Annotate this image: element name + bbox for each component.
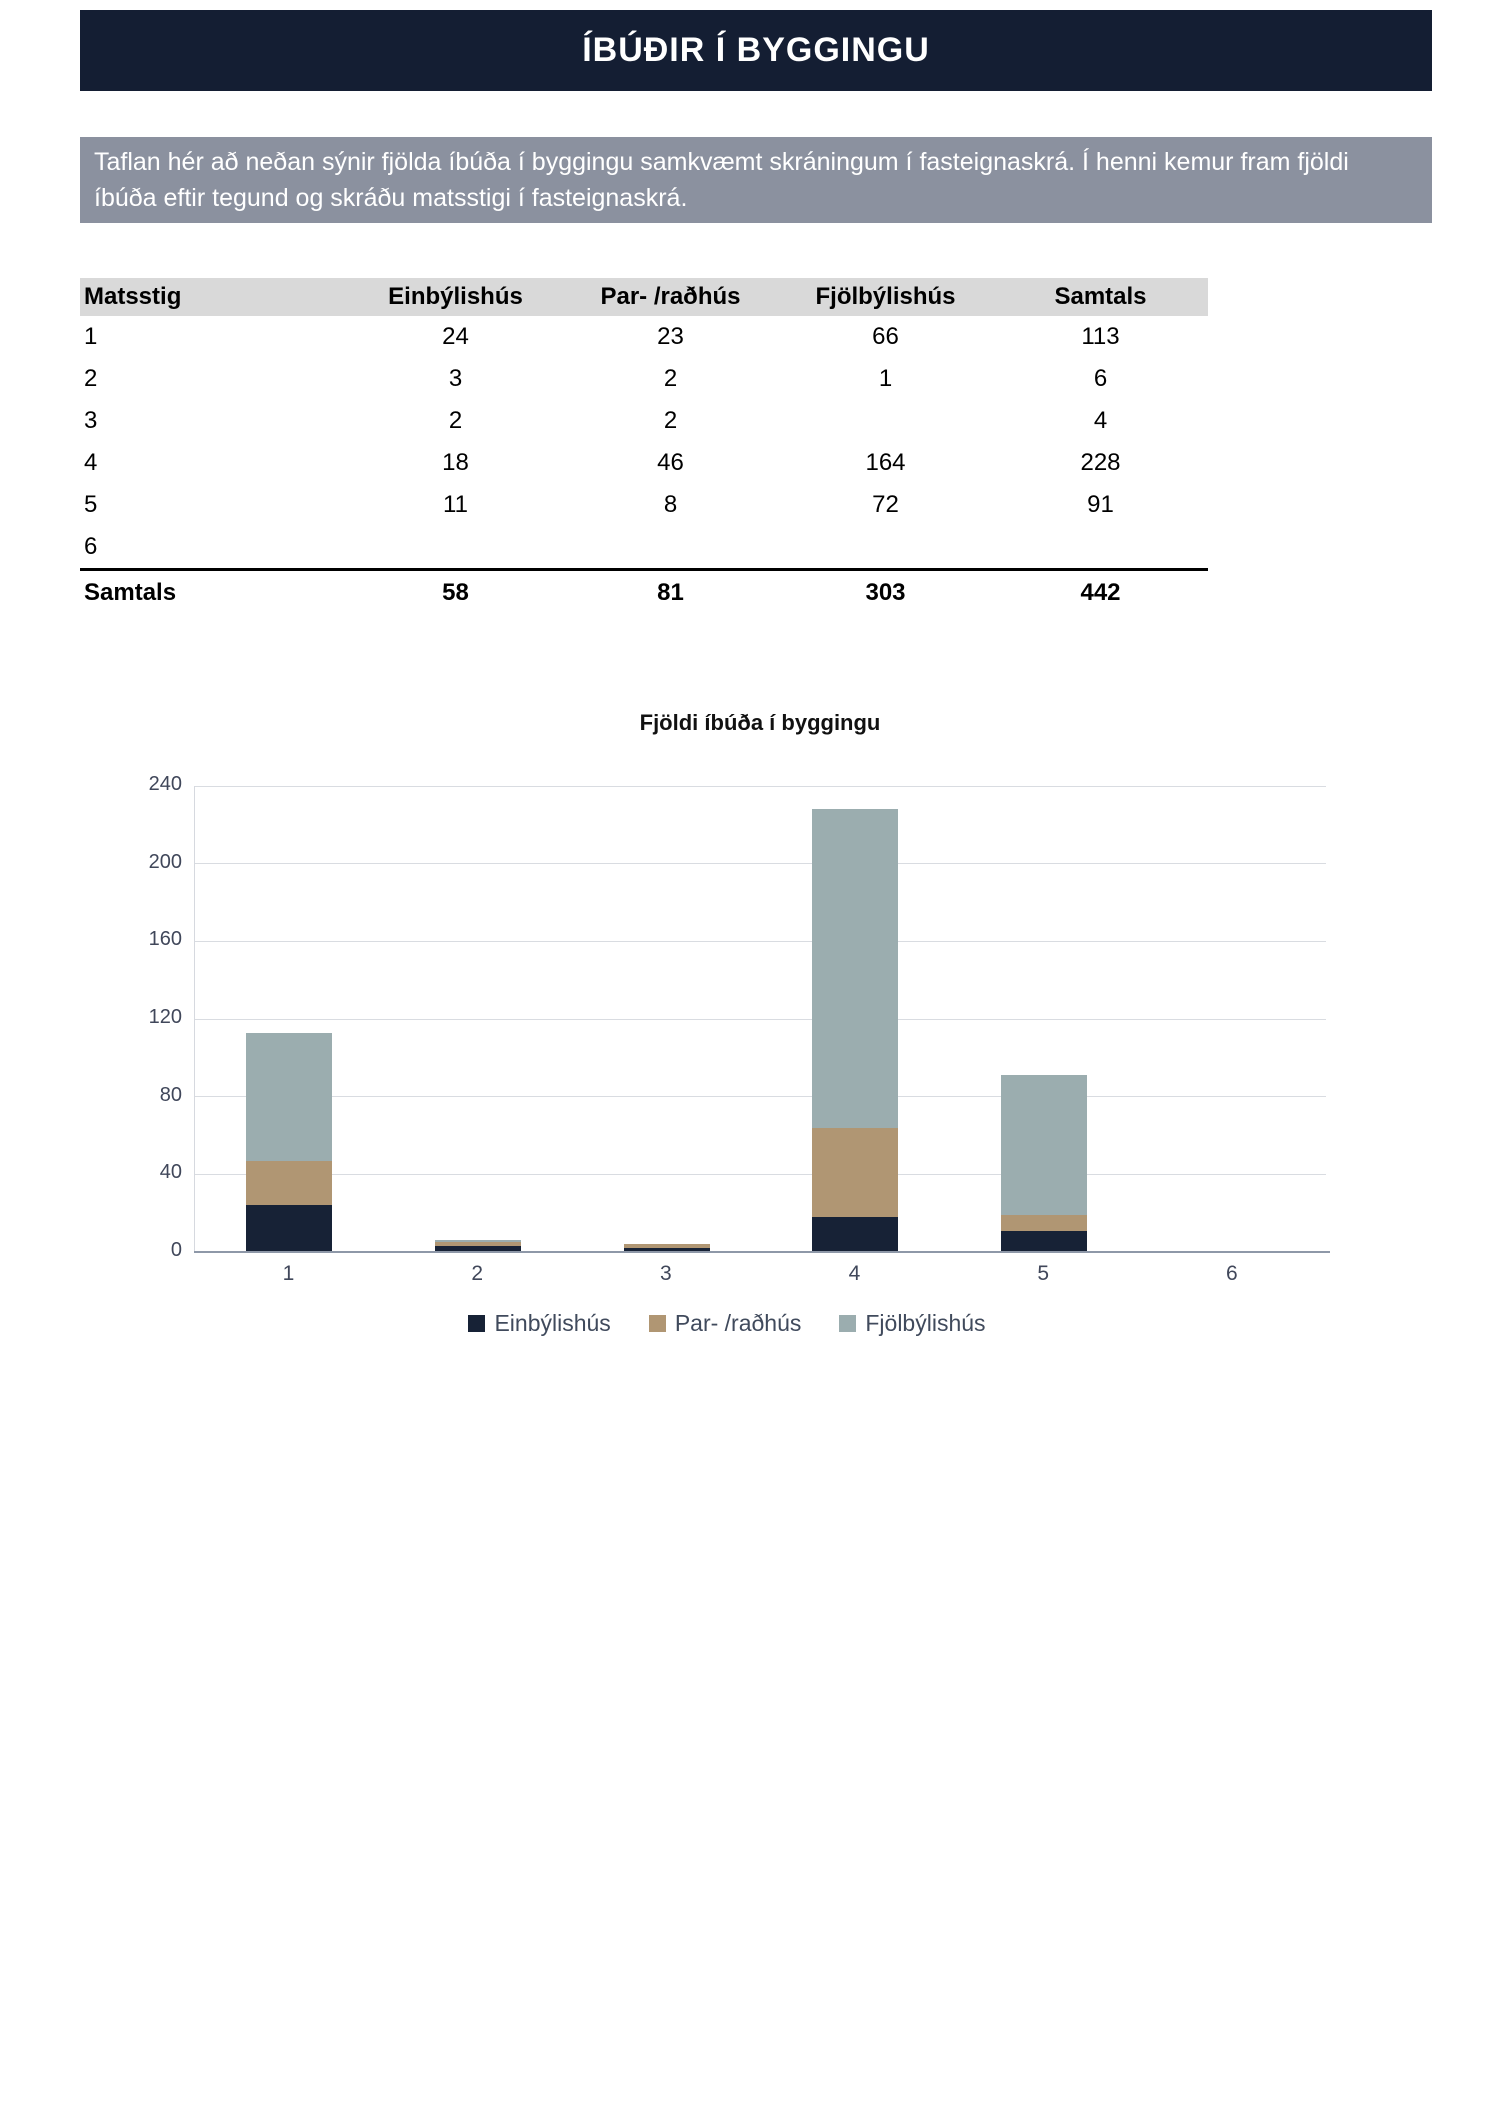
table-header-cell: Samtals	[1054, 283, 1147, 310]
legend-item	[839, 1310, 985, 1337]
description-text: Taflan hér að neðan sýnir fjölda íbúða í byggingu samkvæmt skráningum í fasteignaskrá. Í henni kemur fram fjöldi íbúða eftir tegund og skráðu matsstigi í fasteignaskrá.	[94, 148, 1349, 212]
table-header-row	[80, 278, 1208, 316]
table-cell: 2	[84, 365, 98, 392]
table-cell: 18	[442, 449, 469, 476]
y-axis-label: 120	[148, 1006, 182, 1028]
page-banner	[80, 10, 1432, 91]
bar-segment-par-ra-h-s	[246, 1161, 332, 1206]
table-row	[80, 526, 1208, 568]
y-axis-label: 160	[148, 928, 182, 951]
bar-stack	[246, 1033, 332, 1252]
x-axis-label: 6	[1225, 1262, 1238, 1285]
table-header-cell: Par- /raðhús	[600, 283, 741, 310]
table-total-cell: 442	[1080, 578, 1121, 606]
legend-item	[468, 1310, 610, 1337]
legend-swatch	[839, 1315, 856, 1332]
legend-label: Fjölbýlishús	[865, 1310, 986, 1336]
page-title: ÍBÚÐIR Í BYGGINGU	[582, 31, 930, 69]
bar-stack	[812, 809, 898, 1252]
table-cell: 46	[657, 449, 684, 476]
bar-stack	[1001, 1075, 1087, 1252]
table-total-row	[80, 568, 1208, 614]
table-cell: 113	[1081, 323, 1120, 350]
y-axis-label: 0	[170, 1239, 182, 1261]
table-cell: 3	[84, 407, 98, 434]
table-row	[80, 316, 1208, 358]
table-header-cell: Fjölbýlishús	[815, 283, 956, 310]
bar-segment-par-ra-h-s	[1001, 1215, 1087, 1231]
table-row	[80, 358, 1208, 400]
x-axis-line	[194, 1251, 1330, 1253]
gridline	[195, 1096, 1326, 1097]
x-axis-label: 2	[471, 1262, 483, 1285]
table-cell: 66	[872, 323, 899, 350]
y-axis-label: 40	[159, 1161, 182, 1184]
table-cell: 24	[442, 323, 469, 350]
table-body	[80, 316, 1208, 568]
table-cell: 6	[84, 533, 98, 560]
y-axis-label: 240	[148, 773, 182, 795]
x-axis-label: 1	[282, 1262, 295, 1285]
table-total-cell: 58	[442, 578, 469, 606]
table-cell: 2	[448, 407, 463, 434]
gridline	[195, 941, 1326, 942]
table-row	[80, 442, 1208, 484]
table-cell: 11	[443, 491, 468, 518]
table-cell: 228	[1080, 449, 1121, 476]
chart-legend	[161, 1310, 1293, 1337]
table-cell: 2	[663, 365, 678, 392]
x-axis-label: 4	[848, 1262, 861, 1285]
table-cell: 2	[663, 407, 678, 434]
table-cell: 72	[872, 491, 899, 518]
x-axis-label: 5	[1037, 1262, 1049, 1285]
bar-segment-einb-lish-s	[812, 1217, 898, 1252]
legend-item	[649, 1310, 802, 1337]
table-cell: 6	[1093, 365, 1108, 392]
table-row	[80, 400, 1208, 442]
data-table	[80, 278, 1208, 614]
table-cell: 164	[865, 449, 906, 476]
x-axis-label: 3	[659, 1262, 672, 1285]
table-cell: 1	[878, 365, 893, 392]
table-total-cell: 81	[657, 578, 684, 606]
bar-segment-einb-lish-s	[1001, 1231, 1087, 1252]
table-cell: 1	[84, 323, 98, 350]
legend-label: Einbýlishús	[494, 1310, 611, 1336]
legend-swatch	[649, 1315, 666, 1332]
bar-segment-einb-lish-s	[246, 1205, 332, 1252]
legend-label: Par- /raðhús	[674, 1310, 802, 1336]
bar-segment-fj-lb-lish-s	[246, 1033, 332, 1161]
bar-segment-fj-lb-lish-s	[812, 809, 898, 1127]
table-header-cell: Matsstig	[84, 283, 182, 310]
table-cell: 8	[663, 491, 678, 518]
gridline	[195, 1174, 1326, 1175]
gridline	[195, 786, 1326, 787]
chart-title: Fjöldi íbúða í byggingu	[639, 710, 881, 735]
table-cell: 23	[657, 323, 684, 350]
bar-segment-par-ra-h-s	[812, 1128, 898, 1217]
gridline	[195, 863, 1326, 864]
table-cell: 5	[84, 491, 98, 518]
table-header-cell: Einbýlishús	[388, 283, 523, 310]
table-cell: 4	[84, 449, 98, 476]
table-total-cell: 303	[865, 578, 906, 606]
description-box	[80, 137, 1432, 223]
chart-plot-area	[194, 786, 1326, 1252]
table-total-cell: Samtals	[84, 578, 177, 606]
table-cell: 3	[448, 365, 463, 392]
y-axis-label: 200	[148, 850, 182, 873]
table-row	[80, 484, 1208, 526]
legend-swatch	[468, 1315, 485, 1332]
table-cell: 91	[1087, 491, 1114, 518]
bar-segment-fj-lb-lish-s	[1001, 1075, 1087, 1215]
gridline	[195, 1019, 1326, 1020]
table-cell: 4	[1093, 407, 1108, 434]
y-axis-label: 80	[159, 1083, 182, 1106]
